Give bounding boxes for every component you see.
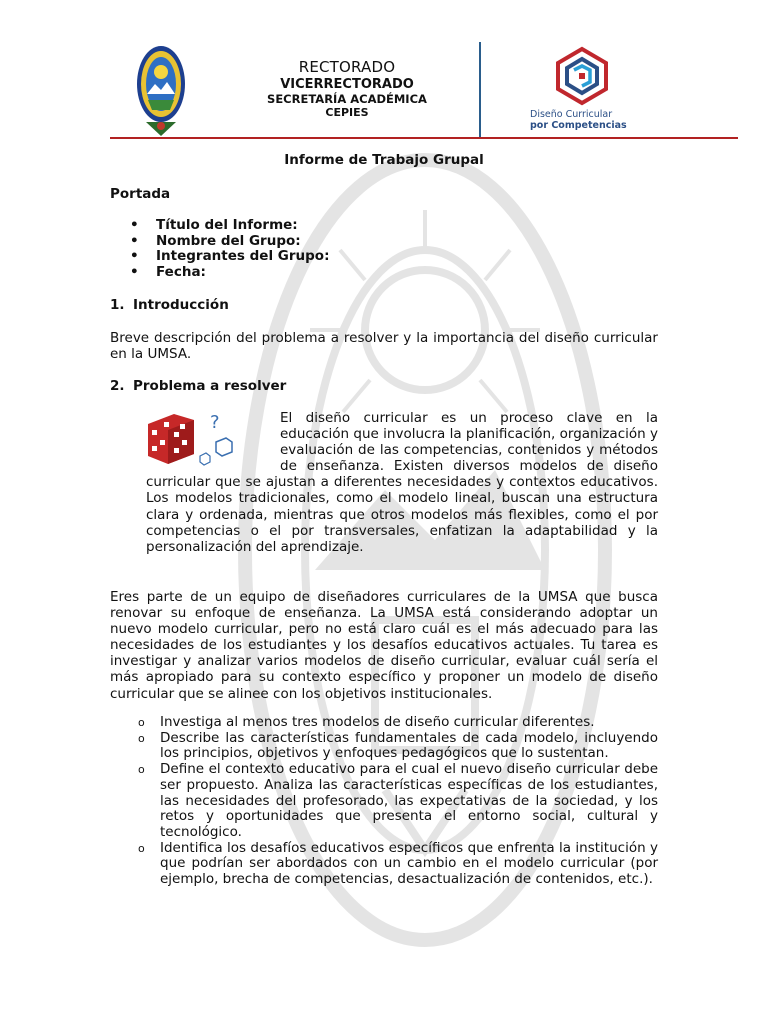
dcc-logo-line1: Diseño Curricular: [530, 109, 613, 120]
header-divider: [479, 42, 481, 138]
intro-paragraph: Breve descripción del problema a resolver y la importancia del diseño curricular en la UMSA.: [110, 330, 658, 363]
dcc-logo-text: [530, 109, 630, 131]
portada-list: [130, 218, 329, 280]
dcc-logo-line2: por Competencias: [530, 120, 627, 131]
institution-names: [240, 58, 454, 119]
section-number: 1.: [110, 297, 125, 313]
list-item: o Define el contexto educativo para el cual el nuevo diseño curricular debe ser propuesto. Analiza las características específicas de los estudiantes, las necesidades del profesorado, las expectativas de la sociedad, y los retos y oportunidades que presenta el entorno social, cultural y tecnológico.: [136, 762, 658, 841]
rectorado-label: RECTORADO: [298, 58, 396, 76]
puzzle-cube-icon: [146, 410, 238, 468]
list-item: • Título del Informe:: [130, 218, 329, 234]
section-number: 2.: [110, 378, 125, 394]
section-heading-introduccion: [110, 297, 229, 313]
list-item: o Identifica los desafíos educativos específicos que enfrenta la institución y que podrían ser abordados con un cambio en el modelo curricular (por ejemplo, brecha de competencias, desactualización de contenidos, etc.).: [136, 841, 658, 888]
dcc-logo-icon: [552, 46, 612, 106]
vicerrectorado-label: VICERRECTORADO: [280, 77, 414, 92]
list-item: o Investiga al menos tres modelos de diseño curricular diferentes.: [136, 715, 658, 731]
list-item: • Fecha:: [130, 265, 329, 281]
list-item: • Nombre del Grupo:: [130, 234, 329, 250]
cepies-label: CEPIES: [325, 106, 369, 119]
section-heading-problema: [110, 378, 286, 394]
problem-text: El diseño curricular es un proceso clave en la educación que involucra la planificación, organización y evaluación de las competencias, contenidos y métodos de enseñanza. Existen diversos modelos de diseño curricular que se ajustan a diferentes necesidades y contextos educativos. Los modelos tradicionales, como el modelo lineal, buscan una estructura clara y ordenada, mientras que otros modelos más flexibles, como el por competencias o el por transversales, enfatizan la adaptabilidad y la personalización del aprendizaje.: [146, 410, 658, 555]
umsa-seal-logo: [136, 44, 186, 138]
list-item: • Integrantes del Grupo:: [130, 249, 329, 265]
portada-heading: Portada: [110, 186, 171, 202]
section-title: Introducción: [133, 297, 229, 313]
document-title: Informe de Trabajo Grupal: [284, 152, 484, 168]
secretaria-label: SECRETARÍA ACADÉMICA: [267, 92, 427, 106]
header-rule: [110, 137, 738, 139]
section-title: Problema a resolver: [133, 378, 287, 394]
document-header: [110, 42, 738, 140]
list-item: o Describe las características fundamentales de cada modelo, incluyendo los principios, objetivos y enfoques pedagógicos que lo sustentan.: [136, 731, 658, 762]
scenario-paragraph: Eres parte de un equipo de diseñadores curriculares de la UMSA que busca renovar su enfoque de enseñanza. La UMSA está considerando adoptar un nuevo modelo curricular, pero no está claro cuál es el más adecuado para las necesidades de los estudiantes y los desafíos educativos actuales. Tu tarea es investigar y analizar varios modelos de diseño curricular, evaluar cuál sería el más apropiado para su contexto específico y proponer un modelo de diseño curricular que se alinee con los objetivos institucionales.: [110, 589, 658, 702]
tasks-list: [136, 715, 658, 888]
svg-text:?: ?: [210, 412, 220, 433]
